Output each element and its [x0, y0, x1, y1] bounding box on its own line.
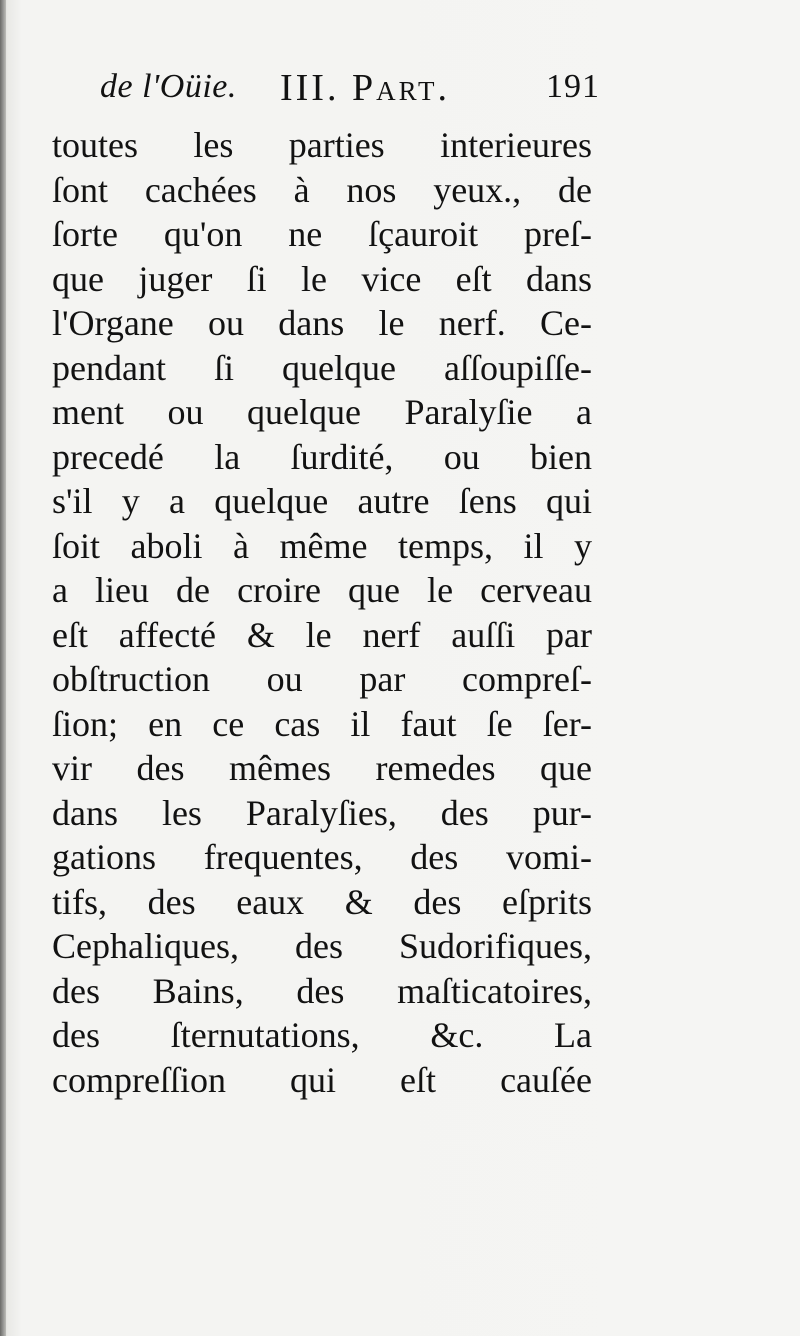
text-line: eſt affecté & le nerf auſſi par: [52, 614, 592, 655]
body-text: [52, 123, 592, 1102]
text-line: ſont cachées à nos yeux., de: [52, 169, 592, 210]
text-line: dans les Paralyſies, des pur-: [52, 792, 592, 833]
text-line: tifs, des eaux & des eſprits: [52, 881, 592, 922]
text-line: ſorte qu'on ne ſçauroit preſ-: [52, 214, 592, 254]
text-line: Cephaliques, des Sudorifiques,: [52, 926, 592, 966]
text-line: des ſternutations, &c. La: [52, 1015, 592, 1055]
text-line: ſion; en ce cas il faut ſe ſer-: [52, 703, 592, 744]
book-gutter: [0, 0, 6, 1336]
text-line: toutes les parties interieures: [52, 125, 592, 165]
page-header: [100, 62, 600, 118]
text-line: s'il y a quelque autre ſens qui: [52, 481, 592, 521]
running-head: de l'Oüie.: [100, 68, 237, 105]
text-line: ment ou quelque Paralyſie a: [52, 392, 592, 432]
text-line: pendant ſi quelque aſſoupiſſe-: [52, 347, 592, 388]
part-label: III. Part.: [280, 67, 450, 109]
text-line: que juger ſi le vice eſt dans: [52, 258, 592, 299]
text-line: compreſſion qui eſt cauſée: [52, 1059, 592, 1100]
text-line: obſtruction ou par compreſ-: [52, 659, 592, 699]
text-line: gations frequentes, des vomi-: [52, 837, 592, 877]
text-line: ſoit aboli à même temps, il y: [52, 525, 592, 566]
text-line: l'Organe ou dans le nerf. Ce-: [52, 303, 592, 343]
text-line: precedé la ſurdité, ou bien: [52, 436, 592, 477]
text-line: des Bains, des maſticatoires,: [52, 970, 592, 1011]
text-line: vir des mêmes remedes que: [52, 748, 592, 788]
text-line: a lieu de croire que le cerveau: [52, 570, 592, 610]
page-number: 191: [546, 68, 600, 105]
